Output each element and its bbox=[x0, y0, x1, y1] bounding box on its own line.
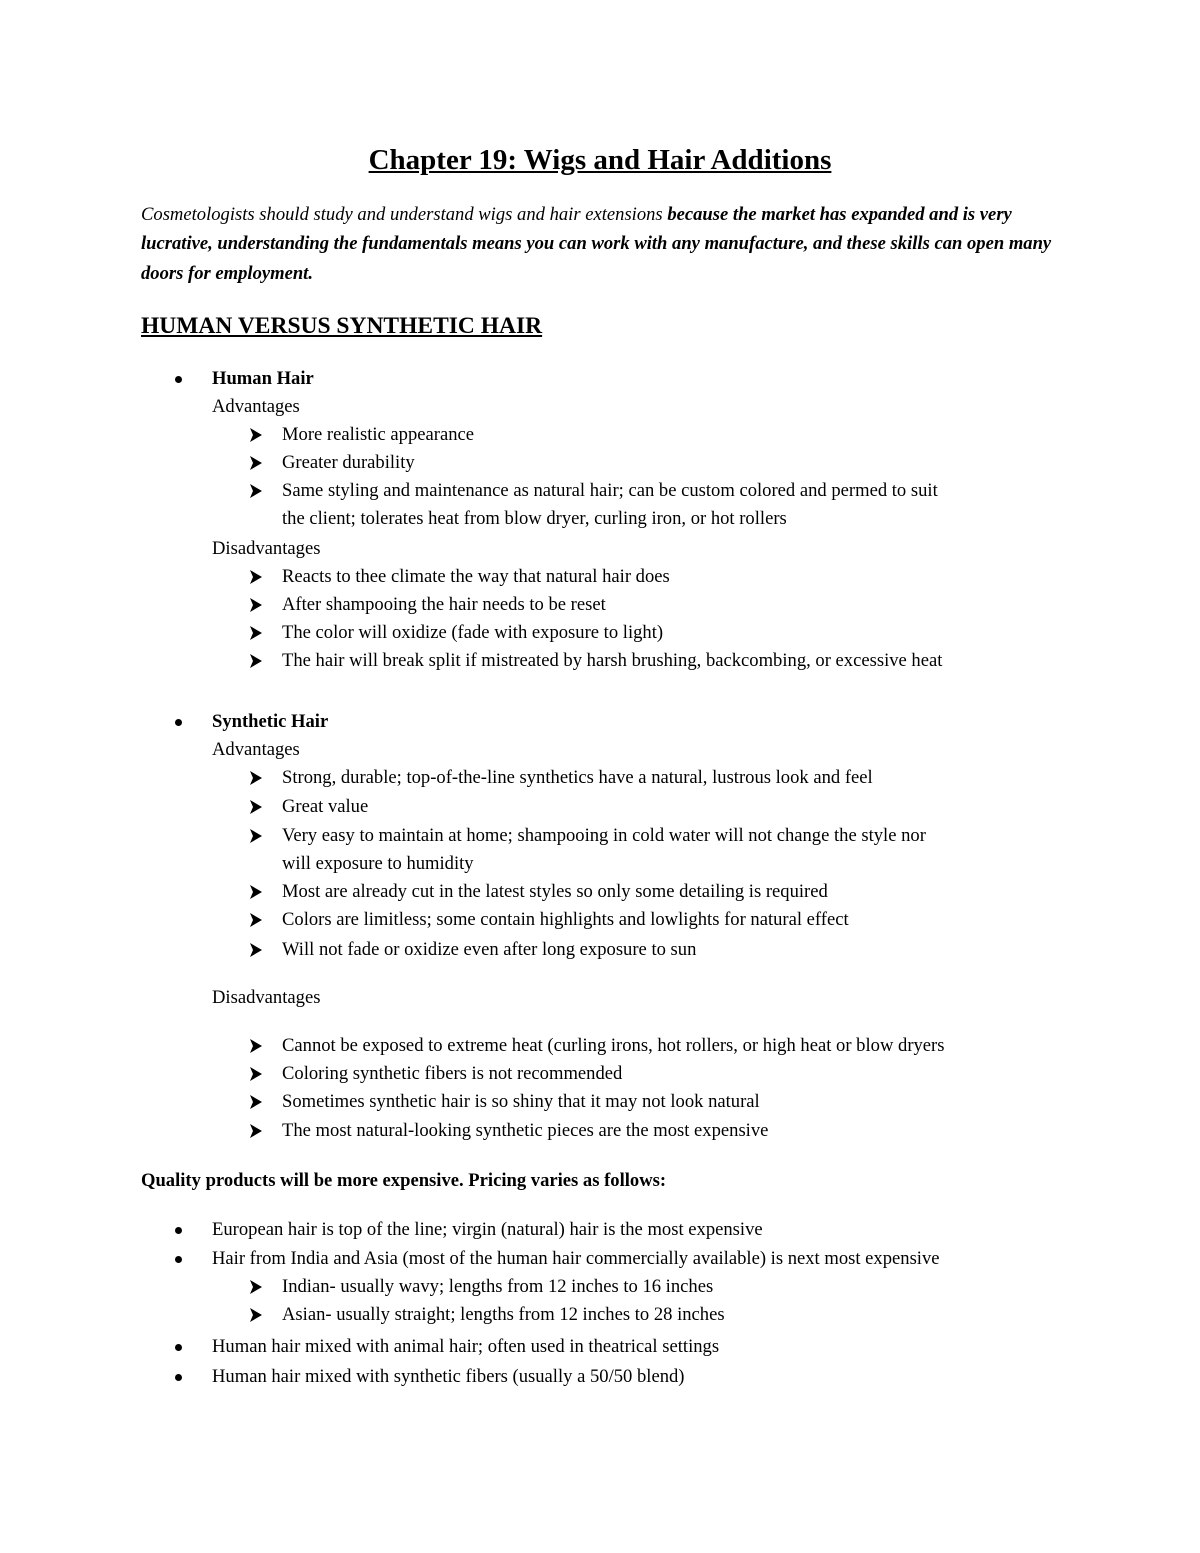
arrow-bullet-icon bbox=[249, 570, 262, 584]
list-item: Cannot be exposed to extreme heat (curling irons, hot rollers, or high heat or blow dryers bbox=[282, 1035, 945, 1056]
list-item: Strong, durable; top-of-the-line synthetics have a natural, lustrous look and feel bbox=[282, 767, 873, 788]
section-heading: HUMAN VERSUS SYNTHETIC HAIR bbox=[141, 313, 543, 339]
list-item: Colors are limitless; some contain highlights and lowlights for natural effect bbox=[282, 909, 849, 930]
list-item: Greater durability bbox=[282, 452, 415, 473]
list-item: Asian- usually straight; lengths from 12 inches to 28 inches bbox=[282, 1304, 725, 1325]
arrow-bullet-icon bbox=[249, 598, 262, 612]
arrow-bullet-icon bbox=[249, 484, 262, 498]
bullet-dot-icon bbox=[175, 1374, 182, 1381]
synthetic-disadvantages-label: Disadvantages bbox=[212, 987, 321, 1008]
list-item: Coloring synthetic fibers is not recommended bbox=[282, 1063, 623, 1084]
arrow-bullet-icon bbox=[249, 885, 262, 899]
synthetic-advantages-label: Advantages bbox=[212, 739, 300, 760]
arrow-bullet-icon bbox=[249, 943, 262, 957]
arrow-bullet-icon bbox=[249, 428, 262, 442]
arrow-bullet-icon bbox=[249, 456, 262, 470]
arrow-bullet-icon bbox=[249, 1124, 262, 1138]
bullet-dot-icon bbox=[175, 1344, 182, 1351]
list-item: The color will oxidize (fade with exposure to light) bbox=[282, 622, 664, 643]
list-item: More realistic appearance bbox=[282, 424, 475, 445]
list-item: Human hair mixed with animal hair; often used in theatrical settings bbox=[212, 1336, 720, 1357]
bullet-dot-icon bbox=[175, 719, 182, 726]
arrow-bullet-icon bbox=[249, 626, 262, 640]
list-item: Hair from India and Asia (most of the human hair commercially available) is next most expensive bbox=[212, 1248, 940, 1269]
human-disadvantages-label: Disadvantages bbox=[212, 538, 321, 559]
arrow-bullet-icon bbox=[249, 800, 262, 814]
list-item: Same styling and maintenance as natural hair; can be custom colored and permed to suit bbox=[282, 480, 938, 501]
list-item: The hair will break split if mistreated by harsh brushing, backcombing, or excessive heat bbox=[282, 650, 943, 671]
intro-paragraph bbox=[141, 200, 1071, 288]
list-item: Most are already cut in the latest styles so only some detailing is required bbox=[282, 881, 828, 902]
pricing-heading: Quality products will be more expensive. Pricing varies as follows: bbox=[141, 1170, 667, 1191]
list-item: European hair is top of the line; virgin (natural) hair is the most expensive bbox=[212, 1219, 763, 1240]
arrow-bullet-icon bbox=[249, 1095, 262, 1109]
bullet-dot-icon bbox=[175, 1256, 182, 1263]
page-title: Chapter 19: Wigs and Hair Additions bbox=[368, 144, 832, 176]
human-advantages-label: Advantages bbox=[212, 396, 300, 417]
arrow-bullet-icon bbox=[249, 771, 262, 785]
arrow-bullet-icon bbox=[249, 829, 262, 843]
list-item: Indian- usually wavy; lengths from 12 inches to 16 inches bbox=[282, 1276, 714, 1297]
intro-italic-text: Cosmetologists should study and understand wigs and hair extensions bbox=[141, 204, 668, 225]
list-item: After shampooing the hair needs to be reset bbox=[282, 594, 606, 615]
arrow-bullet-icon bbox=[249, 1280, 262, 1294]
synthetic-hair-heading: Synthetic Hair bbox=[212, 711, 329, 732]
list-item-continuation: the client; tolerates heat from blow dryer, curling iron, or hot rollers bbox=[282, 508, 787, 529]
intro-bold-italic-text: because the market has expanded and is very lucrative, understanding the fundamentals means you can work with any manufacture, and these skills can open many doors for employment. bbox=[141, 204, 1052, 284]
list-item: Reacts to thee climate the way that natural hair does bbox=[282, 566, 670, 587]
arrow-bullet-icon bbox=[249, 1039, 262, 1053]
list-item-continuation: will exposure to humidity bbox=[282, 853, 474, 874]
list-item: Great value bbox=[282, 796, 369, 817]
list-item: Will not fade or oxidize even after long exposure to sun bbox=[282, 939, 697, 960]
human-hair-heading: Human Hair bbox=[212, 368, 314, 389]
arrow-bullet-icon bbox=[249, 1308, 262, 1322]
arrow-bullet-icon bbox=[249, 654, 262, 668]
bullet-dot-icon bbox=[175, 1227, 182, 1234]
arrow-bullet-icon bbox=[249, 1067, 262, 1081]
list-item: Human hair mixed with synthetic fibers (usually a 50/50 blend) bbox=[212, 1366, 685, 1387]
list-item: Sometimes synthetic hair is so shiny that it may not look natural bbox=[282, 1091, 760, 1112]
arrow-bullet-icon bbox=[249, 913, 262, 927]
list-item: Very easy to maintain at home; shampooing in cold water will not change the style nor bbox=[282, 825, 926, 846]
bullet-dot-icon bbox=[175, 376, 182, 383]
list-item: The most natural-looking synthetic pieces are the most expensive bbox=[282, 1120, 769, 1141]
